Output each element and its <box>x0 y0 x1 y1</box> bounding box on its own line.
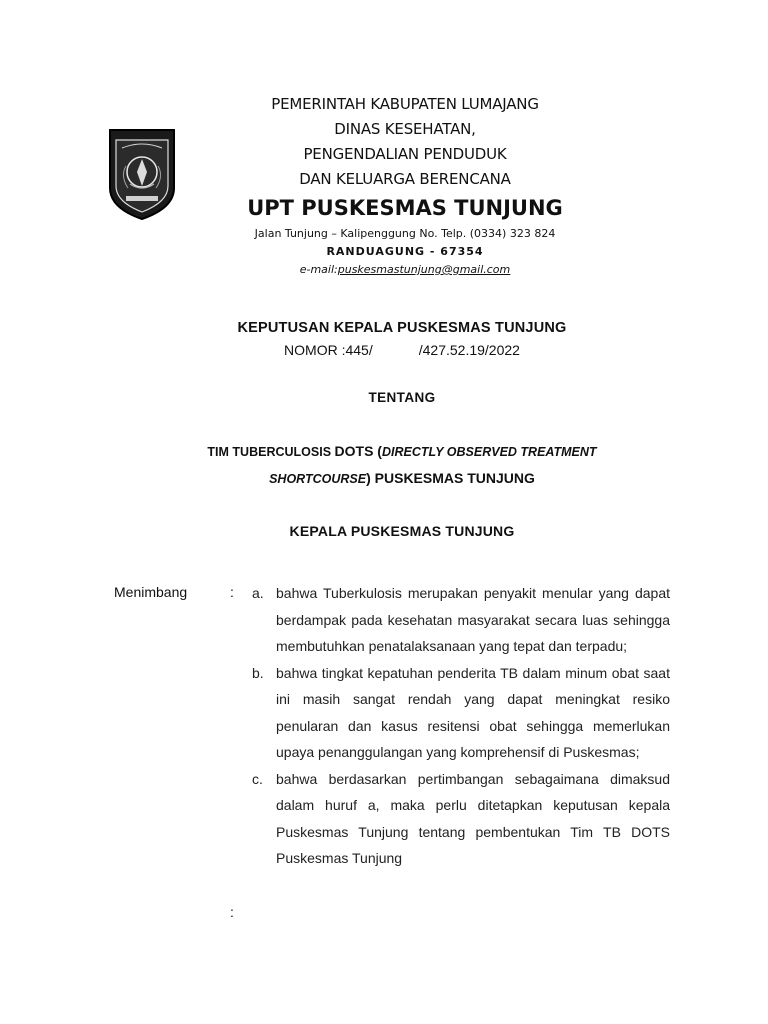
subject-puskesmas: PUSKESMAS TUNJUNG <box>370 470 535 486</box>
email-prefix: e-mail: <box>299 263 338 276</box>
subject-dots: DOTS <box>334 443 374 459</box>
item-text: bahwa Tuberkulosis merupakan penyakit menular yang dapat berdampak pada kesehatan masyarakat secara luas sehingga membutuhkan penatalaksanaan yang tepat dan terpadu; <box>276 585 670 654</box>
decree-title: KEPUTUSAN KEPALA PUSKESMAS TUNJUNG <box>237 320 567 336</box>
city-postcode: RANDUAGUNG - 67354 <box>326 245 484 258</box>
subject-line-2 <box>100 470 704 486</box>
subject-tim: TIM TUBERCULOSIS <box>207 445 332 459</box>
kepala-heading: KEPALA PUSKESMAS TUNJUNG <box>289 523 515 539</box>
item-marker: b. <box>252 664 264 681</box>
subject-italic-2: SHORTCOURSE <box>269 472 367 486</box>
item-marker: c. <box>252 770 263 787</box>
item-text: bahwa tingkat kepatuhan penderita TB dalam minum obat saat ini masih sangat rendah yang dapat meningkat resiko penularan dan kasus resitensi obat sehingga memerlukan upaya penanggulangan yang komprehensif di Puskesmas; <box>276 664 670 760</box>
nomor-left: NOMOR :445/ <box>284 342 373 358</box>
gov-name: PEMERINTAH KABUPATEN LUMAJANG <box>271 95 539 113</box>
unit-name: UPT PUSKESMAS TUNJUNG <box>247 196 563 220</box>
agency-name-2: PENGENDALIAN PENDUDUK <box>303 145 507 163</box>
list-item <box>252 766 670 872</box>
nomor-right: /427.52.19/2022 <box>418 342 520 358</box>
next-section-colon: : <box>230 904 234 920</box>
subject-line-1 <box>100 443 704 459</box>
agency-name: DINAS KESEHATAN, <box>334 120 476 138</box>
subject-close-paren: ) <box>366 470 371 486</box>
menimbang-list <box>252 580 670 872</box>
list-item <box>252 660 670 766</box>
menimbang-colon: : <box>230 584 234 600</box>
subject-italic-1: DIRECTLY OBSERVED TREATMENT <box>381 445 597 459</box>
address: Jalan Tunjung – Kalipenggung No. Telp. (0334) 323 824 <box>254 227 556 240</box>
email-line <box>190 261 620 279</box>
menimbang-label: Menimbang <box>114 584 188 600</box>
tentang-heading: TENTANG <box>368 390 436 405</box>
decree-number <box>100 342 704 358</box>
regency-crest-icon <box>106 126 178 222</box>
email-link[interactable]: puskesmastunjung@gmail.com <box>337 263 511 276</box>
list-item <box>252 580 670 660</box>
letterhead <box>190 92 620 279</box>
item-text: bahwa berdasarkan pertimbangan sebagaimana dimaksud dalam huruf a, maka perlu ditetapkan keputusan kepala Puskesmas Tunjung tentang pembentukan Tim TB DOTS Puskesmas Tunjung <box>276 770 670 866</box>
item-marker: a. <box>252 585 264 601</box>
agency-name-3: DAN KELUARGA BERENCANA <box>299 170 511 188</box>
subject-open-paren: ( <box>373 443 382 459</box>
